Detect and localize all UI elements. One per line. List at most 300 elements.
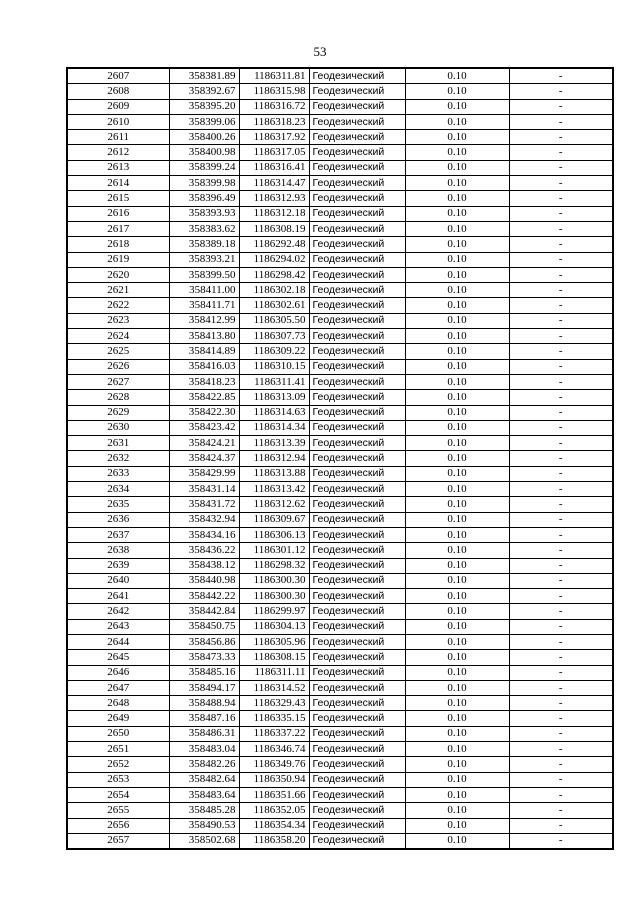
x-coordinate-cell: 358482.26 [169, 757, 239, 772]
accuracy-cell: 0.10 [405, 680, 509, 695]
accuracy-cell: 0.10 [405, 451, 509, 466]
table-row [67, 466, 613, 481]
point-number-cell: 2654 [67, 787, 169, 802]
method-cell: Геодезический [309, 589, 405, 604]
x-coordinate-cell: 358396.49 [169, 191, 239, 206]
point-number-cell: 2641 [67, 589, 169, 604]
method-cell: Геодезический [309, 436, 405, 451]
table-row [67, 344, 613, 359]
method-cell: Геодезический [309, 833, 405, 849]
y-coordinate-cell: 1186299.97 [239, 604, 309, 619]
x-coordinate-cell: 358418.23 [169, 374, 239, 389]
accuracy-cell: 0.10 [405, 114, 509, 129]
point-number-cell: 2626 [67, 359, 169, 374]
x-coordinate-cell: 358487.16 [169, 711, 239, 726]
y-coordinate-cell: 1186309.22 [239, 344, 309, 359]
description-cell: - [509, 252, 613, 267]
x-coordinate-cell: 358422.30 [169, 405, 239, 420]
description-cell: - [509, 145, 613, 160]
accuracy-cell: 0.10 [405, 589, 509, 604]
x-coordinate-cell: 358389.18 [169, 237, 239, 252]
description-cell: - [509, 527, 613, 542]
point-number-cell: 2643 [67, 619, 169, 634]
point-number-cell: 2653 [67, 772, 169, 787]
point-number-cell: 2632 [67, 451, 169, 466]
y-coordinate-cell: 1186310.15 [239, 359, 309, 374]
point-number-cell: 2647 [67, 680, 169, 695]
y-coordinate-cell: 1186312.93 [239, 191, 309, 206]
accuracy-cell: 0.10 [405, 68, 509, 84]
description-cell: - [509, 818, 613, 833]
description-cell: - [509, 619, 613, 634]
y-coordinate-cell: 1186354.34 [239, 818, 309, 833]
description-cell: - [509, 420, 613, 435]
y-coordinate-cell: 1186313.88 [239, 466, 309, 481]
x-coordinate-cell: 358416.03 [169, 359, 239, 374]
method-cell: Геодезический [309, 604, 405, 619]
table-row [67, 84, 613, 99]
method-cell: Геодезический [309, 558, 405, 573]
y-coordinate-cell: 1186309.67 [239, 512, 309, 527]
method-cell: Геодезический [309, 573, 405, 588]
accuracy-cell: 0.10 [405, 176, 509, 191]
accuracy-cell: 0.10 [405, 543, 509, 558]
table-row [67, 665, 613, 680]
y-coordinate-cell: 1186307.73 [239, 329, 309, 344]
accuracy-cell: 0.10 [405, 130, 509, 145]
y-coordinate-cell: 1186294.02 [239, 252, 309, 267]
description-cell: - [509, 68, 613, 84]
point-number-cell: 2620 [67, 267, 169, 282]
accuracy-cell: 0.10 [405, 634, 509, 649]
table-row [67, 680, 613, 695]
x-coordinate-cell: 358483.04 [169, 742, 239, 757]
description-cell: - [509, 160, 613, 175]
accuracy-cell: 0.10 [405, 665, 509, 680]
description-cell: - [509, 482, 613, 497]
y-coordinate-cell: 1186302.18 [239, 283, 309, 298]
method-cell: Геодезический [309, 543, 405, 558]
description-cell: - [509, 344, 613, 359]
description-cell: - [509, 757, 613, 772]
point-number-cell: 2635 [67, 497, 169, 512]
x-coordinate-cell: 358442.84 [169, 604, 239, 619]
table-row [67, 298, 613, 313]
accuracy-cell: 0.10 [405, 497, 509, 512]
description-cell: - [509, 313, 613, 328]
y-coordinate-cell: 1186305.50 [239, 313, 309, 328]
point-number-cell: 2631 [67, 436, 169, 451]
x-coordinate-cell: 358393.21 [169, 252, 239, 267]
y-coordinate-cell: 1186308.15 [239, 650, 309, 665]
description-cell: - [509, 130, 613, 145]
method-cell: Геодезический [309, 176, 405, 191]
y-coordinate-cell: 1186313.39 [239, 436, 309, 451]
table-row [67, 191, 613, 206]
x-coordinate-cell: 358411.71 [169, 298, 239, 313]
point-number-cell: 2613 [67, 160, 169, 175]
y-coordinate-cell: 1186312.94 [239, 451, 309, 466]
x-coordinate-cell: 358399.50 [169, 267, 239, 282]
x-coordinate-cell: 358395.20 [169, 99, 239, 114]
method-cell: Геодезический [309, 420, 405, 435]
accuracy-cell: 0.10 [405, 803, 509, 818]
description-cell: - [509, 558, 613, 573]
method-cell: Геодезический [309, 390, 405, 405]
table-row [67, 634, 613, 649]
method-cell: Геодезический [309, 298, 405, 313]
method-cell: Геодезический [309, 359, 405, 374]
x-coordinate-cell: 358400.98 [169, 145, 239, 160]
point-number-cell: 2615 [67, 191, 169, 206]
point-number-cell: 2622 [67, 298, 169, 313]
point-number-cell: 2623 [67, 313, 169, 328]
x-coordinate-cell: 358473.33 [169, 650, 239, 665]
point-number-cell: 2628 [67, 390, 169, 405]
x-coordinate-cell: 358414.89 [169, 344, 239, 359]
point-number-cell: 2630 [67, 420, 169, 435]
method-cell: Геодезический [309, 466, 405, 481]
table-row [67, 451, 613, 466]
accuracy-cell: 0.10 [405, 696, 509, 711]
accuracy-cell: 0.10 [405, 757, 509, 772]
description-cell: - [509, 726, 613, 741]
table-row [67, 68, 613, 84]
coordinates-table [66, 67, 614, 850]
method-cell: Геодезический [309, 772, 405, 787]
accuracy-cell: 0.10 [405, 390, 509, 405]
table-row [67, 99, 613, 114]
y-coordinate-cell: 1186300.30 [239, 573, 309, 588]
accuracy-cell: 0.10 [405, 160, 509, 175]
table-row [67, 176, 613, 191]
x-coordinate-cell: 358399.24 [169, 160, 239, 175]
table-row [67, 160, 613, 175]
point-number-cell: 2634 [67, 482, 169, 497]
accuracy-cell: 0.10 [405, 206, 509, 221]
method-cell: Геодезический [309, 145, 405, 160]
y-coordinate-cell: 1186337.22 [239, 726, 309, 741]
x-coordinate-cell: 358399.98 [169, 176, 239, 191]
y-coordinate-cell: 1186298.42 [239, 267, 309, 282]
x-coordinate-cell: 358422.85 [169, 390, 239, 405]
x-coordinate-cell: 358442.22 [169, 589, 239, 604]
method-cell: Геодезический [309, 221, 405, 236]
description-cell: - [509, 451, 613, 466]
accuracy-cell: 0.10 [405, 145, 509, 160]
description-cell: - [509, 742, 613, 757]
table-row [67, 543, 613, 558]
table-row [67, 145, 613, 160]
x-coordinate-cell: 358400.26 [169, 130, 239, 145]
point-number-cell: 2639 [67, 558, 169, 573]
method-cell: Геодезический [309, 130, 405, 145]
y-coordinate-cell: 1186314.47 [239, 176, 309, 191]
table-row [67, 313, 613, 328]
point-number-cell: 2627 [67, 374, 169, 389]
accuracy-cell: 0.10 [405, 466, 509, 481]
description-cell: - [509, 267, 613, 282]
point-number-cell: 2651 [67, 742, 169, 757]
x-coordinate-cell: 358486.31 [169, 726, 239, 741]
point-number-cell: 2616 [67, 206, 169, 221]
x-coordinate-cell: 358429.99 [169, 466, 239, 481]
table-row [67, 497, 613, 512]
table-row [67, 558, 613, 573]
table-row [67, 757, 613, 772]
table-row [67, 803, 613, 818]
method-cell: Геодезический [309, 283, 405, 298]
y-coordinate-cell: 1186300.30 [239, 589, 309, 604]
table-row [67, 726, 613, 741]
table-row [67, 374, 613, 389]
method-cell: Геодезический [309, 665, 405, 680]
x-coordinate-cell: 358413.80 [169, 329, 239, 344]
description-cell: - [509, 696, 613, 711]
description-cell: - [509, 436, 613, 451]
table-row [67, 390, 613, 405]
point-number-cell: 2624 [67, 329, 169, 344]
description-cell: - [509, 176, 613, 191]
point-number-cell: 2648 [67, 696, 169, 711]
description-cell: - [509, 329, 613, 344]
point-number-cell: 2621 [67, 283, 169, 298]
table-row [67, 604, 613, 619]
point-number-cell: 2625 [67, 344, 169, 359]
y-coordinate-cell: 1186305.96 [239, 634, 309, 649]
description-cell: - [509, 114, 613, 129]
description-cell: - [509, 466, 613, 481]
x-coordinate-cell: 358424.21 [169, 436, 239, 451]
accuracy-cell: 0.10 [405, 191, 509, 206]
method-cell: Геодезический [309, 634, 405, 649]
y-coordinate-cell: 1186313.42 [239, 482, 309, 497]
x-coordinate-cell: 358485.16 [169, 665, 239, 680]
point-number-cell: 2617 [67, 221, 169, 236]
x-coordinate-cell: 358494.17 [169, 680, 239, 695]
method-cell: Геодезический [309, 405, 405, 420]
description-cell: - [509, 237, 613, 252]
accuracy-cell: 0.10 [405, 711, 509, 726]
description-cell: - [509, 221, 613, 236]
x-coordinate-cell: 358392.67 [169, 84, 239, 99]
x-coordinate-cell: 358393.93 [169, 206, 239, 221]
point-number-cell: 2649 [67, 711, 169, 726]
y-coordinate-cell: 1186358.20 [239, 833, 309, 849]
accuracy-cell: 0.10 [405, 833, 509, 849]
table-row [67, 114, 613, 129]
description-cell: - [509, 803, 613, 818]
description-cell: - [509, 772, 613, 787]
point-number-cell: 2636 [67, 512, 169, 527]
method-cell: Геодезический [309, 252, 405, 267]
point-number-cell: 2607 [67, 68, 169, 84]
table-row [67, 405, 613, 420]
x-coordinate-cell: 358381.89 [169, 68, 239, 84]
method-cell: Геодезический [309, 99, 405, 114]
accuracy-cell: 0.10 [405, 283, 509, 298]
accuracy-cell: 0.10 [405, 650, 509, 665]
description-cell: - [509, 191, 613, 206]
accuracy-cell: 0.10 [405, 99, 509, 114]
point-number-cell: 2610 [67, 114, 169, 129]
method-cell: Геодезический [309, 619, 405, 634]
table-row [67, 512, 613, 527]
method-cell: Геодезический [309, 742, 405, 757]
x-coordinate-cell: 358436.22 [169, 543, 239, 558]
description-cell: - [509, 374, 613, 389]
method-cell: Геодезический [309, 696, 405, 711]
table-row [67, 772, 613, 787]
description-cell: - [509, 711, 613, 726]
x-coordinate-cell: 358490.53 [169, 818, 239, 833]
y-coordinate-cell: 1186308.19 [239, 221, 309, 236]
y-coordinate-cell: 1186335.15 [239, 711, 309, 726]
description-cell: - [509, 604, 613, 619]
table-row [67, 206, 613, 221]
accuracy-cell: 0.10 [405, 787, 509, 802]
method-cell: Геодезический [309, 68, 405, 84]
description-cell: - [509, 680, 613, 695]
accuracy-cell: 0.10 [405, 313, 509, 328]
y-coordinate-cell: 1186317.92 [239, 130, 309, 145]
description-cell: - [509, 589, 613, 604]
x-coordinate-cell: 358383.62 [169, 221, 239, 236]
accuracy-cell: 0.10 [405, 420, 509, 435]
method-cell: Геодезический [309, 160, 405, 175]
method-cell: Геодезический [309, 512, 405, 527]
x-coordinate-cell: 358424.37 [169, 451, 239, 466]
method-cell: Геодезический [309, 237, 405, 252]
table-row [67, 221, 613, 236]
table-row [67, 359, 613, 374]
description-cell: - [509, 405, 613, 420]
description-cell: - [509, 99, 613, 114]
description-cell: - [509, 650, 613, 665]
x-coordinate-cell: 358431.14 [169, 482, 239, 497]
table-row [67, 267, 613, 282]
description-cell: - [509, 298, 613, 313]
point-number-cell: 2645 [67, 650, 169, 665]
y-coordinate-cell: 1186298.32 [239, 558, 309, 573]
description-cell: - [509, 497, 613, 512]
point-number-cell: 2642 [67, 604, 169, 619]
point-number-cell: 2640 [67, 573, 169, 588]
accuracy-cell: 0.10 [405, 512, 509, 527]
point-number-cell: 2637 [67, 527, 169, 542]
y-coordinate-cell: 1186311.41 [239, 374, 309, 389]
table-row [67, 589, 613, 604]
point-number-cell: 2644 [67, 634, 169, 649]
point-number-cell: 2611 [67, 130, 169, 145]
y-coordinate-cell: 1186315.98 [239, 84, 309, 99]
y-coordinate-cell: 1186311.11 [239, 665, 309, 680]
y-coordinate-cell: 1186311.81 [239, 68, 309, 84]
description-cell: - [509, 84, 613, 99]
description-cell: - [509, 787, 613, 802]
description-cell: - [509, 359, 613, 374]
accuracy-cell: 0.10 [405, 482, 509, 497]
table-row [67, 283, 613, 298]
x-coordinate-cell: 358483.64 [169, 787, 239, 802]
table-row [67, 130, 613, 145]
accuracy-cell: 0.10 [405, 374, 509, 389]
y-coordinate-cell: 1186312.18 [239, 206, 309, 221]
accuracy-cell: 0.10 [405, 573, 509, 588]
accuracy-cell: 0.10 [405, 619, 509, 634]
point-number-cell: 2655 [67, 803, 169, 818]
table-row [67, 818, 613, 833]
accuracy-cell: 0.10 [405, 298, 509, 313]
description-cell: - [509, 283, 613, 298]
y-coordinate-cell: 1186316.72 [239, 99, 309, 114]
y-coordinate-cell: 1186316.41 [239, 160, 309, 175]
point-number-cell: 2656 [67, 818, 169, 833]
x-coordinate-cell: 358440.98 [169, 573, 239, 588]
method-cell: Геодезический [309, 313, 405, 328]
method-cell: Геодезический [309, 497, 405, 512]
table-row [67, 650, 613, 665]
y-coordinate-cell: 1186314.63 [239, 405, 309, 420]
x-coordinate-cell: 358456.86 [169, 634, 239, 649]
table-row [67, 711, 613, 726]
accuracy-cell: 0.10 [405, 84, 509, 99]
y-coordinate-cell: 1186306.13 [239, 527, 309, 542]
point-number-cell: 2646 [67, 665, 169, 680]
point-number-cell: 2633 [67, 466, 169, 481]
y-coordinate-cell: 1186329.43 [239, 696, 309, 711]
point-number-cell: 2609 [67, 99, 169, 114]
point-number-cell: 2650 [67, 726, 169, 741]
y-coordinate-cell: 1186349.76 [239, 757, 309, 772]
x-coordinate-cell: 358502.68 [169, 833, 239, 849]
y-coordinate-cell: 1186352.05 [239, 803, 309, 818]
method-cell: Геодезический [309, 803, 405, 818]
point-number-cell: 2652 [67, 757, 169, 772]
x-coordinate-cell: 358412.99 [169, 313, 239, 328]
point-number-cell: 2612 [67, 145, 169, 160]
method-cell: Геодезический [309, 787, 405, 802]
table-row [67, 237, 613, 252]
method-cell: Геодезический [309, 757, 405, 772]
point-number-cell: 2629 [67, 405, 169, 420]
table-row [67, 696, 613, 711]
accuracy-cell: 0.10 [405, 405, 509, 420]
accuracy-cell: 0.10 [405, 527, 509, 542]
y-coordinate-cell: 1186301.12 [239, 543, 309, 558]
accuracy-cell: 0.10 [405, 329, 509, 344]
method-cell: Геодезический [309, 482, 405, 497]
table-row [67, 619, 613, 634]
table-row [67, 527, 613, 542]
y-coordinate-cell: 1186346.74 [239, 742, 309, 757]
x-coordinate-cell: 358485.28 [169, 803, 239, 818]
description-cell: - [509, 512, 613, 527]
point-number-cell: 2657 [67, 833, 169, 849]
y-coordinate-cell: 1186314.34 [239, 420, 309, 435]
y-coordinate-cell: 1186314.52 [239, 680, 309, 695]
x-coordinate-cell: 358488.94 [169, 696, 239, 711]
x-coordinate-cell: 358431.72 [169, 497, 239, 512]
method-cell: Геодезический [309, 114, 405, 129]
method-cell: Геодезический [309, 374, 405, 389]
method-cell: Геодезический [309, 344, 405, 359]
method-cell: Геодезический [309, 191, 405, 206]
x-coordinate-cell: 358432.94 [169, 512, 239, 527]
method-cell: Геодезический [309, 726, 405, 741]
method-cell: Геодезический [309, 84, 405, 99]
method-cell: Геодезический [309, 267, 405, 282]
